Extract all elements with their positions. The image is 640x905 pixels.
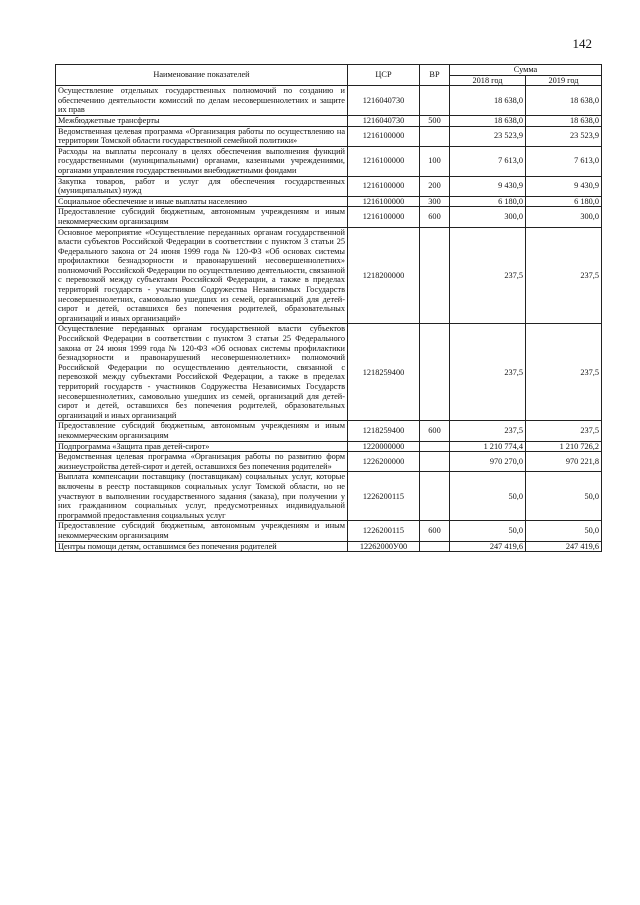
row-csr: 1216100000: [348, 126, 420, 146]
row-value-2018: 9 430,9: [450, 176, 526, 196]
row-value-2018: 300,0: [450, 207, 526, 227]
row-name: Центры помощи детям, оставшимся без попечения родителей: [56, 541, 348, 552]
row-csr: 1218259400: [348, 421, 420, 441]
table-row: [56, 207, 602, 227]
row-value-2018: 6 180,0: [450, 196, 526, 207]
table-row: [56, 146, 602, 176]
table-row: [56, 452, 602, 472]
row-name: Предоставление субсидий бюджетным, автономным учреждениям и иным некоммерческим организациям: [56, 421, 348, 441]
row-vr: [420, 126, 450, 146]
row-value-2019: 300,0: [526, 207, 602, 227]
row-vr: 600: [420, 207, 450, 227]
row-value-2019: 237,5: [526, 421, 602, 441]
table-row: [56, 541, 602, 552]
row-value-2019: 9 430,9: [526, 176, 602, 196]
row-csr: 1216100000: [348, 176, 420, 196]
row-value-2019: 18 638,0: [526, 115, 602, 126]
row-name: Расходы на выплаты персоналу в целях обеспечения выполнения функций государственными (муниципальными) органами, казенными учреждениями, органами управления государственными внебюджетными фондами: [56, 146, 348, 176]
row-value-2019: 970 221,8: [526, 452, 602, 472]
row-name: Закупка товаров, работ и услуг для обеспечения государственных (муниципальных) нужд: [56, 176, 348, 196]
row-csr: 1216040730: [348, 115, 420, 126]
row-value-2019: 6 180,0: [526, 196, 602, 207]
row-value-2019: 7 613,0: [526, 146, 602, 176]
row-name: Межбюджетные трансферты: [56, 115, 348, 126]
row-csr: 1218200000: [348, 227, 420, 324]
table-row: [56, 126, 602, 146]
row-name: Социальное обеспечение и иные выплаты населению: [56, 196, 348, 207]
row-value-2019: 247 419,6: [526, 541, 602, 552]
row-value-2018: 237,5: [450, 227, 526, 324]
row-value-2018: 23 523,9: [450, 126, 526, 146]
row-value-2018: 7 613,0: [450, 146, 526, 176]
row-csr: 1216100000: [348, 196, 420, 207]
row-csr: 1226200115: [348, 521, 420, 541]
table-row: [56, 441, 602, 452]
row-value-2018: 970 270,0: [450, 452, 526, 472]
row-name: Основное мероприятие «Осуществление переданных органам государственной власти субъектов Российской Федерации в соответствии с пунктом 3 статьи 25 Федерального закона от 24 июня 1999 года № 120-ФЗ «Об основах системы профилактики безнадзорности и правонарушений несовершеннолетних» полномочий Российской Федерации по осуществлению деятельности, связанной с перевозкой между субъектами Российской Федерации, а также в пределах территорий государств - участников Содружества Независимых Государств несовершеннолетних, самовольно ушедших из семей, организаций для детей-сирот и детей, оставшихся без попечения родителей, образовательных организаций и иных организаций»: [56, 227, 348, 324]
row-value-2019: 23 523,9: [526, 126, 602, 146]
row-value-2018: 237,5: [450, 324, 526, 421]
budget-table: [55, 64, 602, 552]
header-sum: Сумма: [450, 65, 602, 76]
header-year-2018: 2018 год: [450, 75, 526, 86]
row-value-2019: 50,0: [526, 521, 602, 541]
table-row: [56, 115, 602, 126]
row-csr: 12262000У00: [348, 541, 420, 552]
row-vr: 200: [420, 176, 450, 196]
row-vr: [420, 472, 450, 521]
row-value-2018: 50,0: [450, 521, 526, 541]
row-value-2018: 1 210 774,4: [450, 441, 526, 452]
table-row: [56, 196, 602, 207]
table-row: [56, 227, 602, 324]
row-csr: 1226200115: [348, 472, 420, 521]
table-row: [56, 521, 602, 541]
row-name: Осуществление отдельных государственных полномочий по созданию и обеспечению деятельности комиссий по делам несовершеннолетних и защите их прав: [56, 86, 348, 116]
row-vr: [420, 452, 450, 472]
row-vr: [420, 441, 450, 452]
table-row: [56, 472, 602, 521]
row-vr: [420, 86, 450, 116]
row-vr: 300: [420, 196, 450, 207]
row-value-2019: 1 210 726,2: [526, 441, 602, 452]
row-csr: 1216100000: [348, 207, 420, 227]
header-name: Наименование показателей: [56, 65, 348, 86]
row-vr: 600: [420, 521, 450, 541]
row-name: Предоставление субсидий бюджетным, автономным учреждениям и иным некоммерческим организациям: [56, 521, 348, 541]
table-row: [56, 324, 602, 421]
row-value-2018: 50,0: [450, 472, 526, 521]
table-row: [56, 176, 602, 196]
table-row: [56, 86, 602, 116]
row-name: Осуществление переданных органам государственной власти субъектов Российской Федерации в соответствии с пунктом 3 статьи 25 Федерального закона от 24 июня 1999 года № 120-ФЗ «Об основах системы профилактики безнадзорности и правонарушений несовершеннолетних» полномочий Российской Федерации по осуществлению деятельности, связанной с перевозкой между субъектами Российской Федерации, а также в пределах территорий государств - участников Содружества Независимых Государств несовершеннолетних, самовольно ушедших из семей, организаций для детей-сирот и детей, оставшихся без попечения родителей, образовательных организаций и иных организаций: [56, 324, 348, 421]
row-vr: [420, 227, 450, 324]
row-csr: 1216100000: [348, 146, 420, 176]
row-value-2019: 18 638,0: [526, 86, 602, 116]
row-csr: 1226200000: [348, 452, 420, 472]
header-csr: ЦСР: [348, 65, 420, 86]
header-year-2019: 2019 год: [526, 75, 602, 86]
row-name: Выплата компенсации поставщику (поставщикам) социальных услуг, которые включены в реестр поставщиков социальных услуг Томской области, но не участвуют в выполнении государственного задания (заказа), при получении у них гражданином социальных услуг, предусмотренных индивидуальной программой предоставления социальных услуг: [56, 472, 348, 521]
row-value-2018: 18 638,0: [450, 115, 526, 126]
row-value-2019: 237,5: [526, 324, 602, 421]
row-value-2019: 50,0: [526, 472, 602, 521]
row-vr: 100: [420, 146, 450, 176]
row-csr: 1220000000: [348, 441, 420, 452]
row-vr: 500: [420, 115, 450, 126]
row-csr: 1216040730: [348, 86, 420, 116]
header-vr: ВР: [420, 65, 450, 86]
row-vr: [420, 541, 450, 552]
row-name: Подпрограмма «Защита прав детей-сирот»: [56, 441, 348, 452]
row-vr: 600: [420, 421, 450, 441]
row-name: Предоставление субсидий бюджетным, автономным учреждениям и иным некоммерческим организациям: [56, 207, 348, 227]
row-value-2018: 18 638,0: [450, 86, 526, 116]
row-vr: [420, 324, 450, 421]
page-number: 142: [572, 36, 592, 51]
table-row: [56, 421, 602, 441]
row-value-2018: 237,5: [450, 421, 526, 441]
row-name: Ведомственная целевая программа «Организация работы по развитию форм жизнеустройства детей-сирот и детей, оставшихся без попечения родителей»: [56, 452, 348, 472]
row-value-2019: 237,5: [526, 227, 602, 324]
row-value-2018: 247 419,6: [450, 541, 526, 552]
row-name: Ведомственная целевая программа «Организация работы по осуществлению на территории Томской области государственной семейной политики»: [56, 126, 348, 146]
row-csr: 1218259400: [348, 324, 420, 421]
